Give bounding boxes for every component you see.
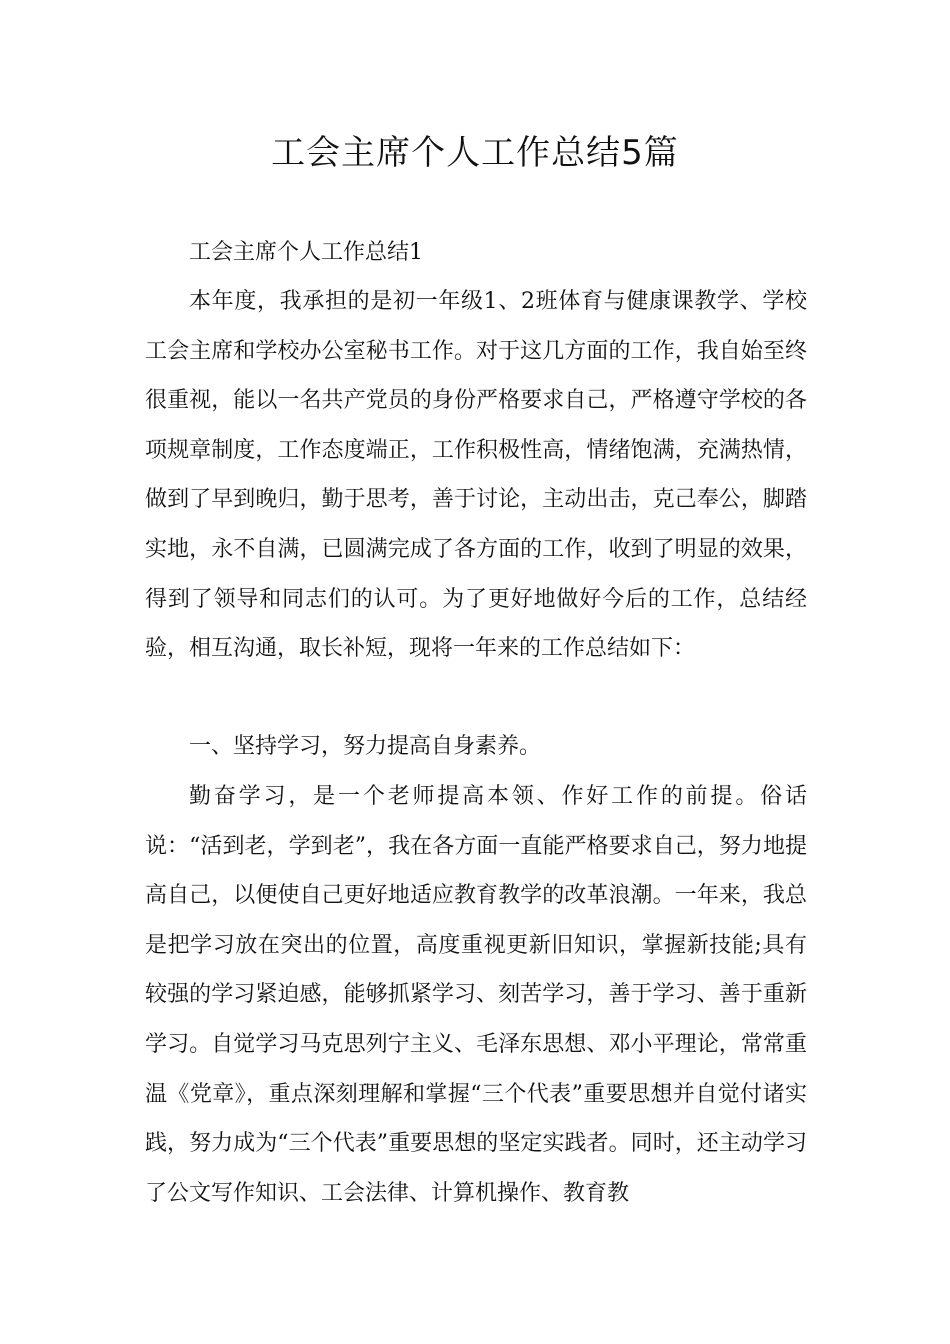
paragraph-1: 本年度，我承担的是初一年级1、2班体育与健康课教学、学校工会主席和学校办公室秘书工作。对于这几方面的工作，我自始至终很重视，能以一名共产党员的身份严格要求自己，严格遵守学校的各项规章制度，工作态度端正，工作积极性高，情绪饱满，充满热情，做到了早到晚归，勤于思考，善于讨论，主动出击，克己奉公，脚踏实地，永不自满，已圆满完成了各方面的工作，收到了明显的效果，得到了领导和同志们的认可。为了更好地做好今后的工作，总结经验，相互沟通，取长补短，现将一年来的工作总结如下： xyxy=(145,289,807,662)
section-heading-1: 一、坚持学习，努力提高自身素养。 xyxy=(189,734,542,759)
document-title: 工会主席个人工作总结5篇 xyxy=(271,133,679,173)
paragraph-2: 勤奋学习，是一个老师提高本领、作好工作的前提。俗话说：“活到老，学到老”，我在各方面一直能严格要求自己，努力地提高自己，以便使自己更好地适应教育教学的改革浪潮。一年来，我总是把学习放在突出的位置，高度重视更新旧知识，掌握新技能;具有较强的学习紧迫感，能够抓紧学习、刻苦学习，善于学习、善于重新学习。自觉学习马克思列宁主义、毛泽东思想、邓小平理论，常常重温《党章》，重点深刻理解和掌握“三个代表”重要思想并自觉付诸实践，努力成为“三个代表”重要思想的坚定实践者。同时，还主动学习了公文写作知识、工会法律、计算机操作、教育教 xyxy=(145,784,807,1206)
subtitle: 工会主席个人工作总结1 xyxy=(189,240,423,265)
